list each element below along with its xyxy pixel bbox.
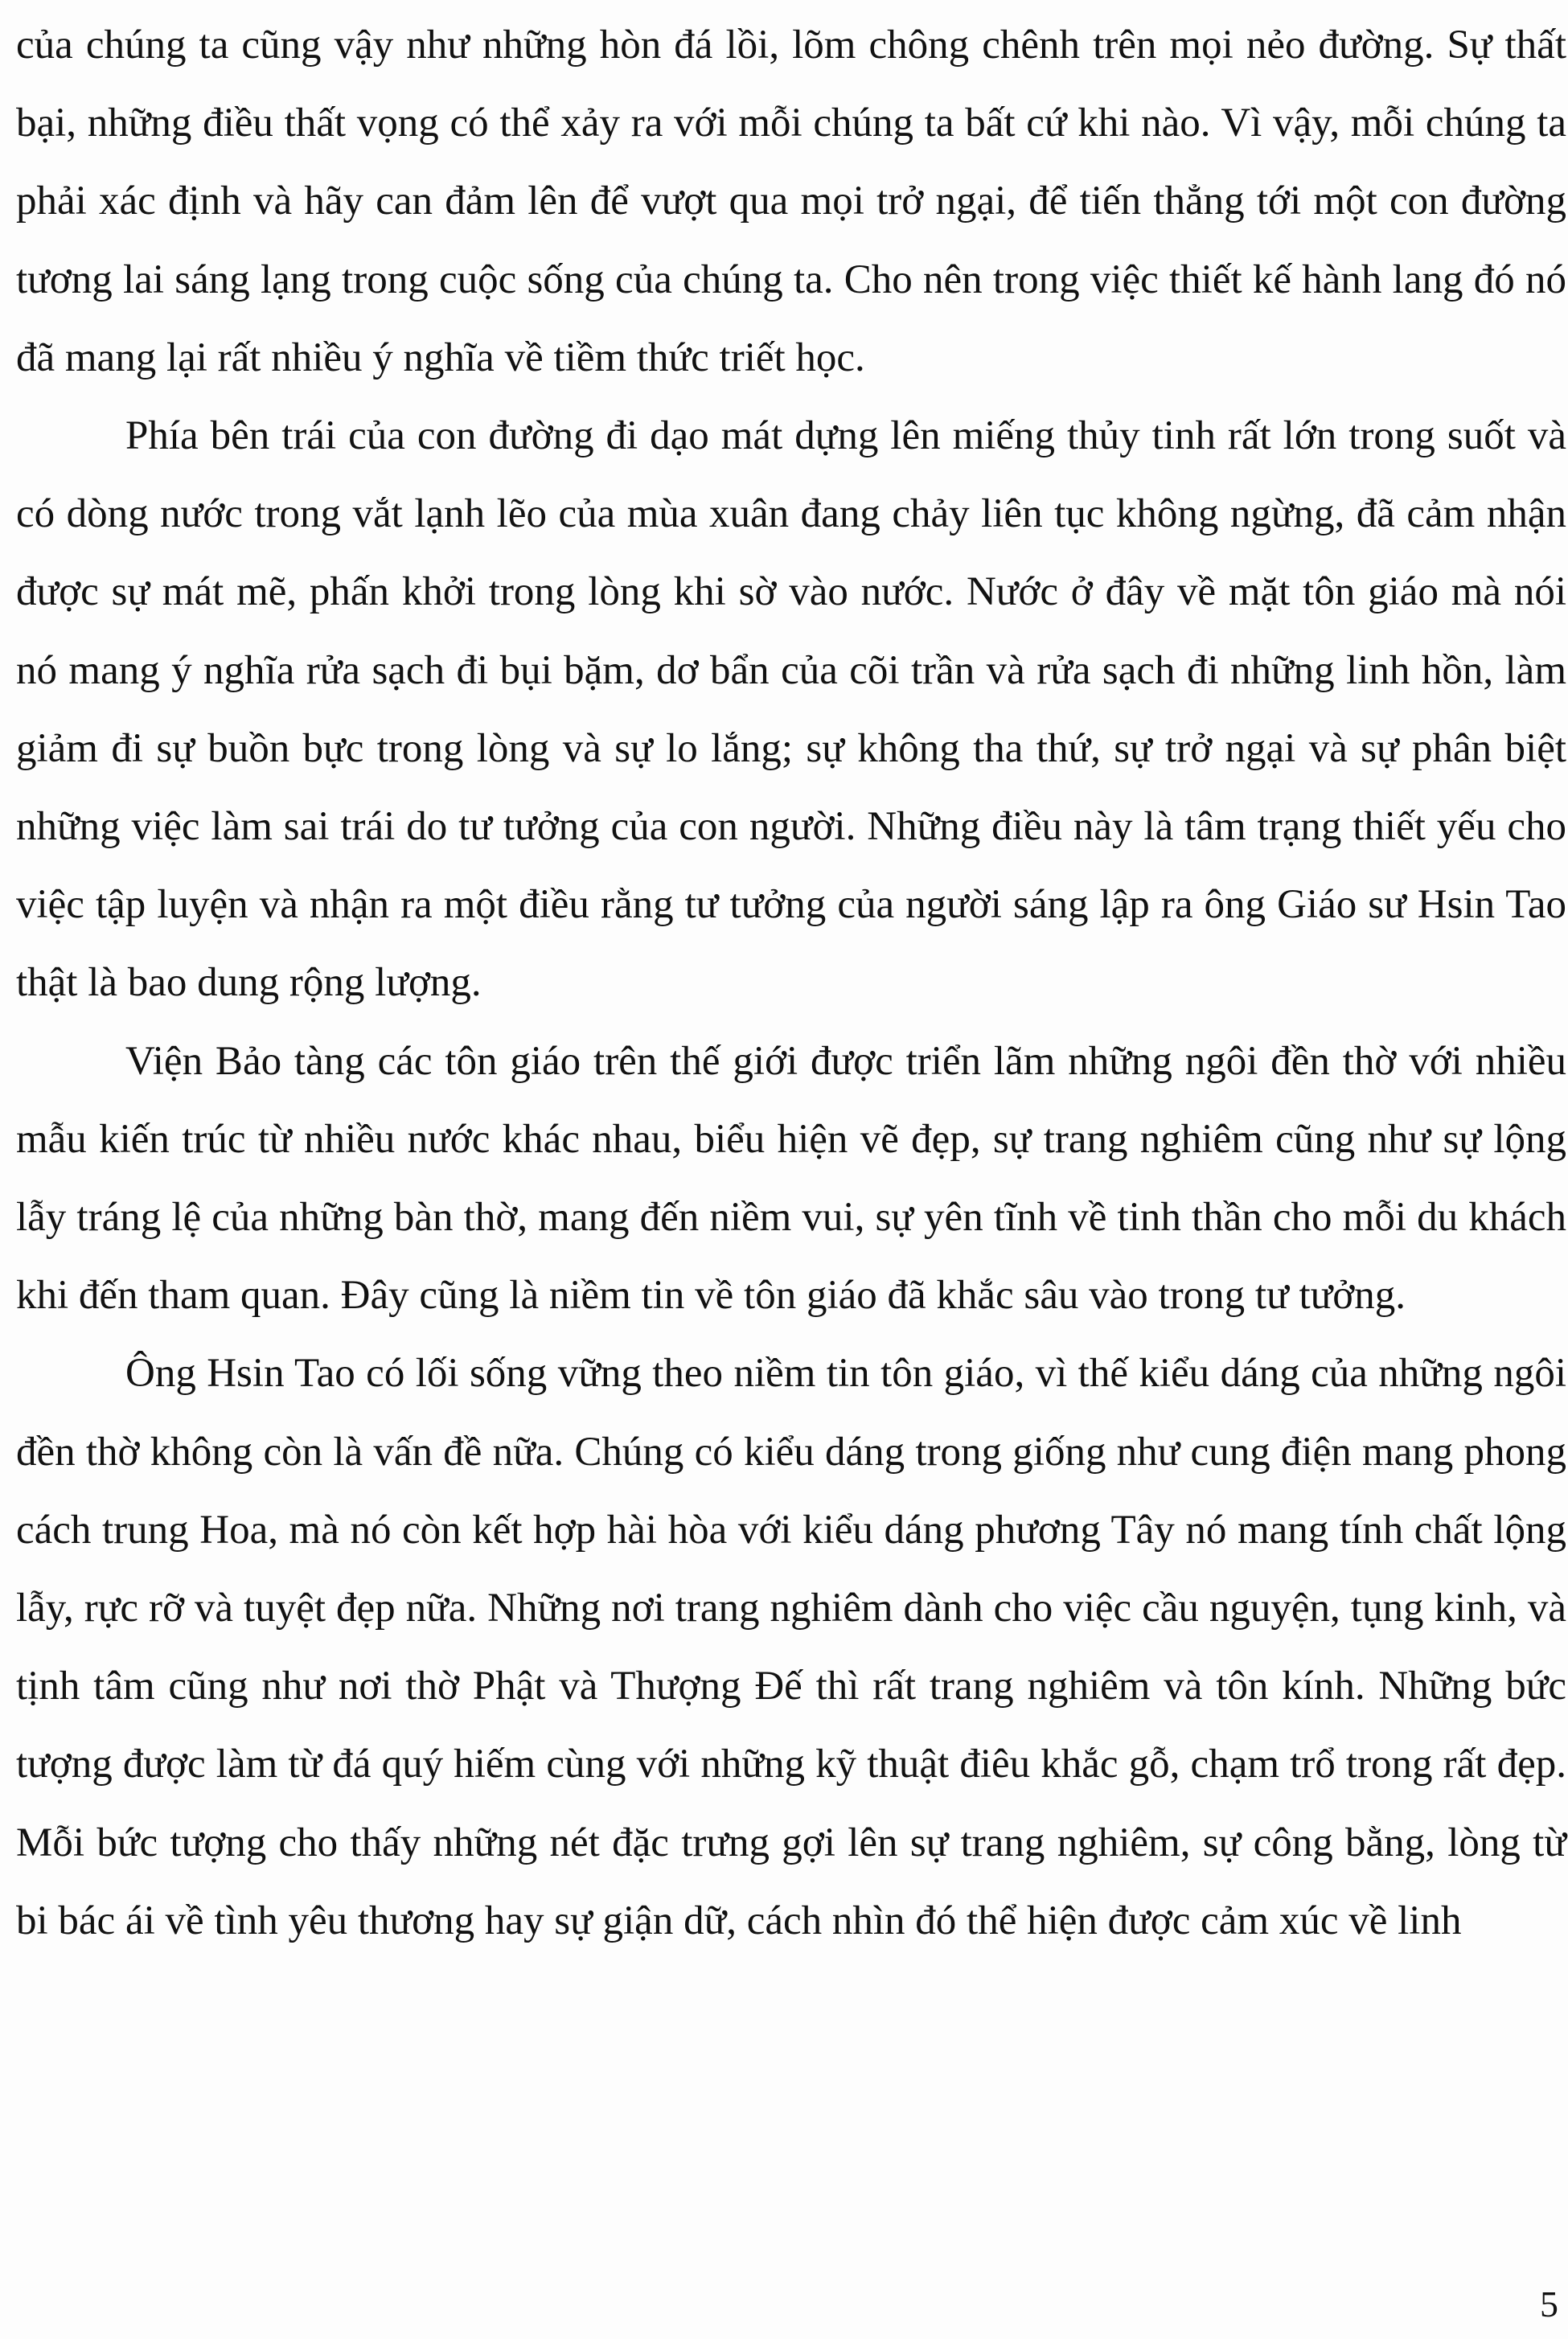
paragraph-1: của chúng ta cũng vậy như những hòn đá lồi, lõm chông chênh trên mọi nẻo đường. Sự thất bại, những điều thất vọng có thể xảy ra với mỗi chúng ta bất cứ khi nào. Vì vậy, mỗi chúng ta phải xác định và hãy can đảm lên để vượt qua mọi trở ngại, để tiến thẳng tới một con đường tương lai sáng lạng trong cuộc sống của chúng ta. Cho nên trong việc thiết kế hành lang đó nó đã mang lại rất nhiều ý nghĩa về tiềm thức triết học. xyxy=(16,23,1566,380)
paragraph-2: Phía bên trái của con đường đi dạo mát dựng lên miếng thủy tinh rất lớn trong suốt và có dòng nước trong vắt lạnh lẽo của mùa xuân đang chảy liên tục không ngừng, đã cảm nhận được sự mát mẽ, phấn khởi trong lòng khi sờ vào nước. Nước ở đây về mặt tôn giáo mà nói nó mang ý nghĩa rửa sạch đi bụi bặm, dơ bẩn của cõi trần và rửa sạch đi những linh hồn, làm giảm đi sự buồn bực trong lòng và sự lo lắng; sự không tha thứ, sự trở ngại và sự phân biệt những việc làm sai trái do tư tưởng của con người. Những điều này là tâm trạng thiết yếu cho việc tập luyện và nhận ra một điều rằng tư tưởng của người sáng lập ra ông Giáo sư Hsin Tao thật là bao dung rộng lượng. xyxy=(16,413,1566,1006)
paragraph-4: Ông Hsin Tao có lối sống vững theo niềm tin tôn giáo, vì thế kiểu dáng của những ngôi đền thờ không còn là vấn đề nữa. Chúng có kiểu dáng trong giống như cung điện mang phong cách trung Hoa, mà nó còn kết hợp hài hòa với kiểu dáng phương Tây nó mang tính chất lộng lẫy, rực rỡ và tuyệt đẹp nữa. Những nơi trang nghiêm dành cho việc cầu nguyện, tụng kinh, và tịnh tâm cũng như nơi thờ Phật và Thượng Đế thì rất trang nghiêm và tôn kính. Những bức tượng được làm từ đá quý hiếm cùng với những kỹ thuật điêu khắc gỗ, chạm trổ trong rất đẹp. Mỗi bức tượng cho thấy những nét đặc trưng gợi lên sự trang nghiêm, sự công bằng, lòng từ bi bác ái về tình yêu thương hay sự giận dữ, cách nhìn đó thể hiện được cảm xúc về linh xyxy=(16,1351,1566,1943)
body-text xyxy=(16,6,1566,1960)
paragraph-3: Viện Bảo tàng các tôn giáo trên thế giới được triển lãm những ngôi đền thờ với nhiều mẫu kiến trúc từ nhiều nước khác nhau, biểu hiện vẽ đẹp, sự trang nghiêm cũng như sự lộng lẫy tráng lệ của những bàn thờ, mang đến niềm vui, sự yên tĩnh về tinh thần cho mỗi du khách khi đến tham quan. Đây cũng là niềm tin về tôn giáo đã khắc sâu vào trong tư tưởng. xyxy=(16,1038,1566,1319)
page-number: 5 xyxy=(1540,2284,1558,2325)
